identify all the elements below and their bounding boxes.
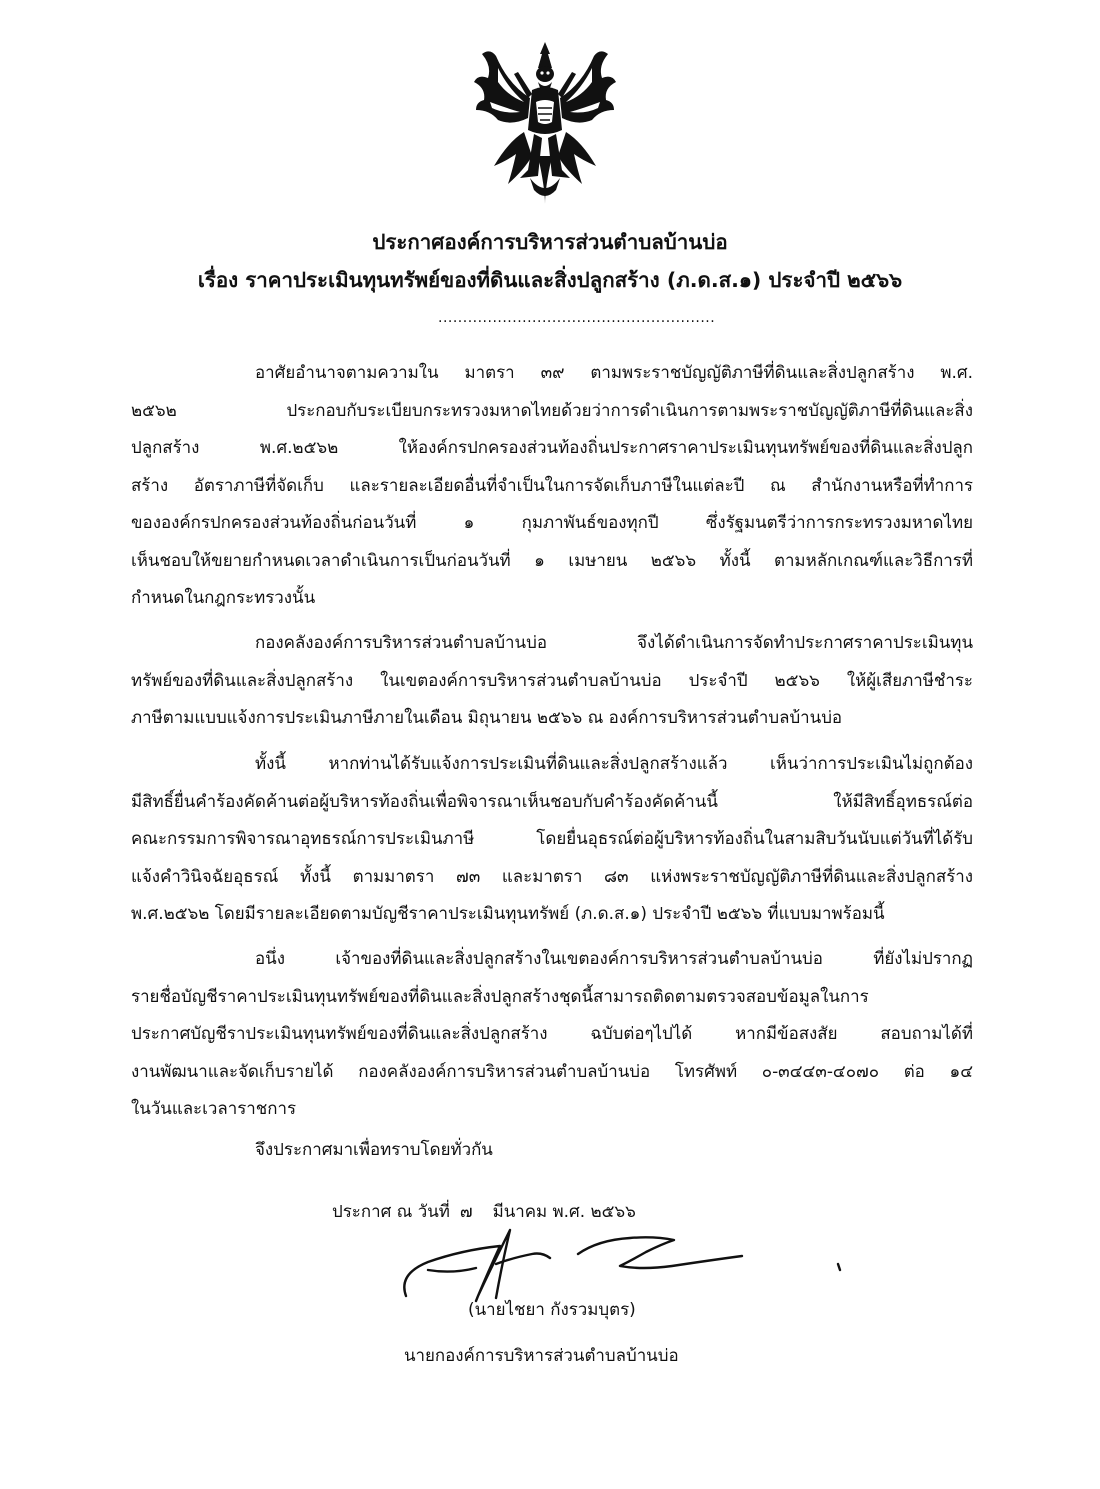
title-separator: ........................................................ [438, 310, 716, 326]
paragraph-line: อาศัยอำนาจตามความใน มาตรา ๓๙ ตามพระราชบัญญัติภาษีที่ดินและสิ่งปลูกสร้าง พ.ศ. [255, 362, 973, 382]
signer-name: (นายไชยา กังรวมบุตร) [468, 1299, 636, 1319]
paragraph-line: งานพัฒนาและจัดเก็บรายได้ กองคลังองค์การบริหารส่วนตำบลบ้านบ่อ โทรศัพท์ ๐-๓๔๔๓-๔๐๗๐ ต่อ ๑๔ [131, 1060, 973, 1081]
announcement-subject: เรื่อง ราคาประเมินทุนทรัพย์ของที่ดินและสิ่งปลูกสร้าง (ภ.ด.ส.๑) ประจำปี ๒๕๖๖ [197, 268, 903, 292]
date-day: ๗ [459, 1201, 473, 1221]
paragraph-line: ในวันและเวลาราชการ [131, 1098, 297, 1118]
paragraph-line: คณะกรรมการพิจารณาอุทธรณ์การประเมินภาษี โดยยื่นอุธรณ์ต่อผู้บริหารท้องถิ่นในสามสิบวันนับแต่วันที่ได้รับ [131, 828, 973, 848]
paragraph-line: รายชื่อบัญชีราคาประเมินทุนทรัพย์ของที่ดินและสิ่งปลูกสร้างชุดนี้สามารถติดตามตรวจสอบข้อมูลในการ [131, 985, 869, 1006]
closing-statement: จึงประกาศมาเพื่อทราบโดยทั่วกัน [255, 1139, 493, 1159]
paragraph-line: แจ้งคำวินิจฉัยอุธรณ์ ทั้งนี้ ตามมาตรา ๗๓ และมาตรา ๘๓ แห่งพระราชบัญญัติภาษีที่ดินและสิ่งปลูกสร้าง [131, 865, 973, 886]
garuda-emblem-icon [468, 38, 622, 206]
announcement-title: ประกาศองค์การบริหารส่วนตำบลบ้านบ่อ [372, 230, 728, 254]
paragraph-line: ทั้งนี้ หากท่านได้รับแจ้งการประเมินที่ดินและสิ่งปลูกสร้างแล้ว เห็นว่าการประเมินไม่ถูกต้อง [255, 753, 973, 773]
paragraph-line: อนึ่ง เจ้าของที่ดินและสิ่งปลูกสร้างในเขตองค์การบริหารส่วนตำบลบ้านบ่อ ที่ยังไม่ปรากฏ [255, 948, 973, 968]
paragraph-line: มีสิทธิ์ยื่นคำร้องคัดค้านต่อผู้บริหารท้องถิ่นเพื่อพิจารณาเห็นชอบกับคำร้องคัดค้านนี้ ให้มีสิทธิ์อุทธรณ์ต่อ [131, 790, 973, 811]
signer-title: นายกองค์การบริหารส่วนตำบลบ้านบ่อ [404, 1345, 679, 1365]
paragraph-line: กำหนดในกฎกระทรวงนั้น [131, 587, 316, 607]
paragraph-line: กองคลังองค์การบริหารส่วนตำบลบ้านบ่อ จึงได้ดำเนินการจัดทำประกาศราคาประเมินทุน [255, 632, 973, 652]
paragraph-line: ปลูกสร้าง พ.ศ.๒๕๖๒ ให้องค์กรปกครองส่วนท้องถิ่นประกาศราคาประเมินทุนทรัพย์ของที่ดินและสิ่งปลูก [131, 437, 973, 457]
paragraph-line: ประกาศบัญชีราประเมินทุนทรัพย์ของที่ดินและสิ่งปลูกสร้าง ฉบับต่อๆไปได้ หากมีข้อสงสัย สอบถามได้ที่ [131, 1023, 973, 1043]
paragraph-line: เห็นชอบให้ขยายกำหนดเวลาดำเนินการเป็นก่อนวันที่ ๑ เมษายน ๒๕๖๖ ทั้งนี้ ตามหลักเกณฑ์และวิธีการที่ [131, 549, 973, 570]
paragraph-finance-division [131, 624, 973, 737]
paragraph-authority [131, 354, 973, 617]
date-month-year: มีนาคม พ.ศ. ๒๕๖๖ [492, 1201, 636, 1221]
paragraph-line: พ.ศ.๒๕๖๒ โดยมีรายละเอียดตามบัญชีราคาประเมินทุนทรัพย์ (ภ.ด.ส.๑) ประจำปี ๒๕๖๖ ที่แบบมาพร้อมนี้ [131, 903, 885, 923]
paragraph-line: ภาษีตามแบบแจ้งการประเมินภาษีภายในเดือน มิถุนายน ๒๕๖๖ ณ องค์การบริหารส่วนตำบลบ้านบ่อ [131, 707, 843, 727]
paragraph-appeal-rights [131, 745, 973, 933]
paragraph-line: ๒๕๖๒ ประกอบกับระเบียบกระทรวงมหาดไทยด้วยว่าการดำเนินการตามพระราชบัญญัติภาษีที่ดินและสิ่ง [131, 399, 973, 420]
paragraph-line: สร้าง อัตราภาษีที่จัดเก็บ และรายละเอียดอื่นที่จำเป็นในการจัดเก็บภาษีในแต่ละปี ณ สำนักงานหรือที่ทำการ [131, 474, 973, 495]
paragraph-line: ขององค์กรปกครองส่วนท้องถิ่นก่อนวันที่ ๑ กุมภาพันธ์ของทุกปี ซึ่งรัฐมนตรีว่าการกระทรวงมหาดไทย [131, 512, 973, 532]
paragraph-contact-info [131, 940, 973, 1128]
paragraph-line: ทรัพย์ของที่ดินและสิ่งปลูกสร้าง ในเขตองค์การบริหารส่วนตำบลบ้านบ่อ ประจำปี ๒๕๖๖ ให้ผู้เสียภาษีชำระ [131, 669, 973, 690]
date-prefix: ประกาศ ณ วันที่ [332, 1201, 450, 1221]
